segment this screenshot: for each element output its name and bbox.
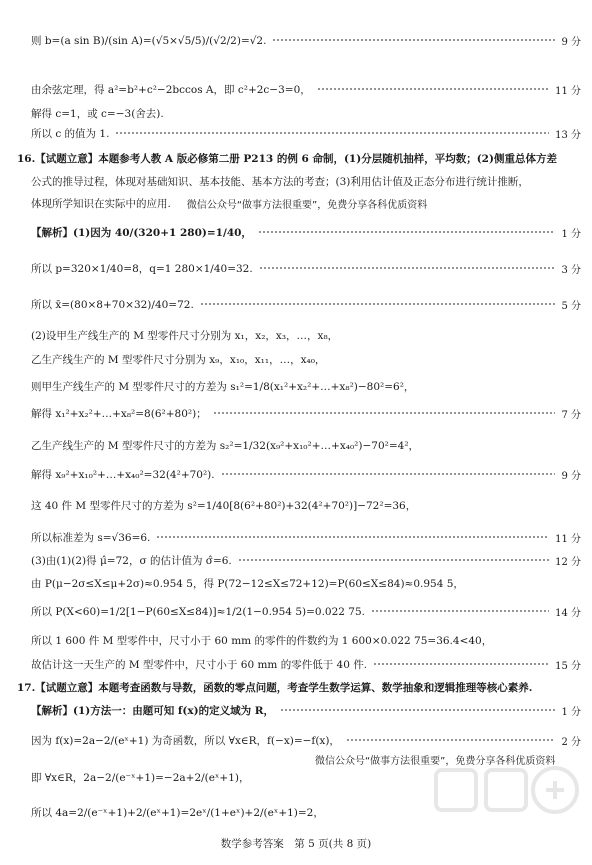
answer-line: 即 ∀x∈R，2a−2/(e⁻ˣ+1)=−2a+2/(eˣ+1)，	[31, 771, 250, 784]
answer-line: 这 40 件 M 型零件尺寸的方差为 s²=1/40[8(6²+80²)+32(4²+70²)]−72²=36，	[31, 499, 417, 512]
answer-line: 乙生产线生产的 M 型零件尺寸的方差为 s₂²=1/32(x₉²+x₁₀²+…+x₄₀²)−70²=4²，	[31, 439, 420, 452]
question-17-intro: 17.【试题立意】本题考查函数与导数，函数的零点问题，考查学生数学运算、数学抽象和逻辑推理等核心素养.	[17, 681, 533, 694]
wechat-note: 微信公众号“做事方法很重要”，免费分享各科优质资料	[186, 199, 428, 211]
answer-line: 所以标准差为 s=√36=6. 11 分	[31, 531, 581, 545]
score-label: 2 分	[561, 736, 581, 748]
answer-line: 【解析】(1)方法一：由题可知 f(x)的定义域为 R， 1 分	[31, 704, 581, 718]
score-label: 13 分	[555, 129, 581, 141]
wechat-note-bottom: 微信公众号“做事方法很重要”，免费分享各科优质资料	[315, 756, 556, 767]
answer-line: (2)设甲生产线生产的 M 型零件尺寸分别为 x₁，x₂，x₃，…，x₈，	[31, 329, 339, 342]
answer-line: 解得 c=1，或 c=−3(舍去).	[31, 107, 164, 120]
score-label: 11 分	[555, 85, 581, 97]
score-label: 12 分	[555, 556, 581, 568]
dot-leader	[200, 303, 556, 305]
answer-line: 所以 P(X<60)=1/2[1−P(60≤X≤84)]≈1/2(1−0.954 5)=0.022 75. 14 分	[31, 605, 581, 619]
answer-line: 所以 x̄=(80×8+70×32)/40=72. 5 分	[31, 298, 581, 312]
dot-leader	[346, 739, 556, 741]
dot-leader	[213, 412, 556, 414]
answer-line: 所以 p=320×1/40=8，q=1 280×1/40=32. 3 分	[31, 262, 581, 276]
answer-line: 乙生产线生产的 M 型零件尺寸分别为 x₉，x₁₀，x₁₁，…，x₄₀，	[31, 353, 326, 366]
dot-leader	[259, 267, 556, 269]
answer-line: 所以 1 600 件 M 型零件中，尺寸小于 60 mm 的零件的件数约为 1 600×0.022 75=36.4<40，	[31, 634, 493, 647]
dot-leader	[115, 132, 549, 134]
answer-line: 公式的推导过程，体现对基础知识、基本技能、基本方法的考查；(3)利用估计值及正态分布进行统计推断，	[31, 175, 529, 188]
score-label: 15 分	[555, 660, 581, 672]
dot-leader	[317, 88, 549, 90]
score-label: 1 分	[561, 706, 581, 718]
dot-leader	[280, 709, 555, 711]
score-label: 14 分	[555, 607, 581, 619]
answer-line: 所以 c 的值为 1. 13 分	[31, 127, 581, 141]
answer-line: 解得 x₁²+x₂²+…+x₈²=8(6²+80²)； 7 分	[31, 407, 581, 421]
answer-line: 故估计这一天生产的 M 型零件中，尺寸小于 60 mm 的零件低于 40 件. 15 分	[31, 658, 581, 672]
score-label: 3 分	[561, 264, 581, 276]
score-label: 5 分	[561, 300, 581, 312]
answer-line: 解得 x₉²+x₁₀²+…+x₄₀²=32(4²+70²). 9 分	[31, 468, 581, 482]
dot-leader	[258, 231, 556, 233]
answer-line: 则甲生产线生产的 M 型零件尺寸的方差为 s₁²=1/8(x₁²+x₂²+…+x₈²)−80²=6²，	[31, 380, 415, 393]
dot-leader	[272, 39, 555, 41]
dot-leader	[373, 663, 549, 665]
answer-line: 由余弦定理，得 a²=b²+c²−2bccos A，即 c²+2c−3=0， 11 分	[31, 83, 581, 97]
answer-line: (3)由(1)(2)得 μ̂=72，σ 的估计值为 σ̂=6. 12 分	[31, 554, 581, 568]
score-label: 9 分	[561, 36, 581, 48]
answer-line: 由 P(μ−2σ≤X≤μ+2σ)≈0.954 5，得 P(72−12≤X≤72+12)=P(60≤X≤84)≈0.954 5，	[31, 577, 464, 590]
score-label: 7 分	[561, 409, 581, 421]
score-label: 1 分	[561, 228, 581, 240]
dot-leader	[238, 559, 549, 561]
dot-leader	[221, 473, 556, 475]
page-footer: 数学参考答案 第 5 页(共 8 页)	[220, 838, 372, 850]
score-label: 9 分	[561, 470, 581, 482]
answer-line: 体现所学知识在实际中的应用. 微信公众号“做事方法很重要”，免费分享各科优质资料	[31, 197, 428, 211]
answer-line: 【解析】(1)因为 40/(320+1 280)=1/40， 1 分	[31, 226, 581, 240]
dot-leader	[156, 536, 549, 538]
score-label: 11 分	[555, 533, 581, 545]
answer-line: 则 b=(a sin B)/(sin A)=(√5×√5/5)/(√2/2)=√2. 9 分	[31, 34, 581, 48]
dot-leader	[371, 610, 549, 612]
answer-line: 因为 f(x)=2a−2/(eˣ+1) 为奇函数，所以 ∀x∈R，f(−x)=−f(x)， 2 分	[31, 734, 581, 748]
answer-line: 所以 4a=2/(e⁻ˣ+1)+2/(eˣ+1)=2eˣ/(1+eˣ)+2/(eˣ+1)=2，	[31, 806, 324, 819]
question-16-intro: 16.【试题立意】本题参考人教 A 版必修第二册 P213 的例 6 命制，(1)分层随机抽样，平均数；(2)侧重总体方差	[17, 152, 557, 165]
